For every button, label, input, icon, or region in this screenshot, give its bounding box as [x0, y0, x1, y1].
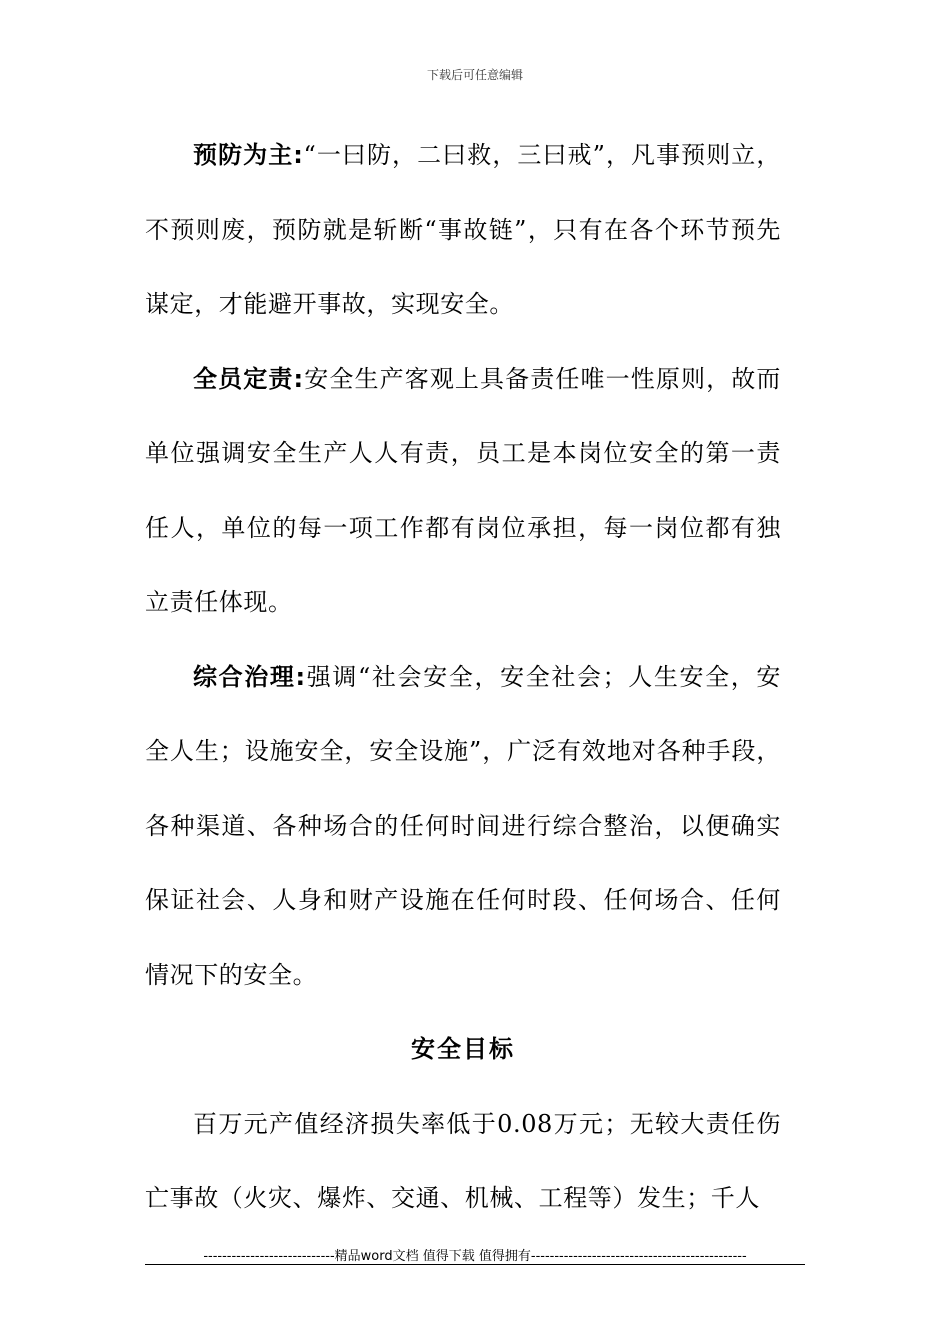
paragraph-safety-goals: 百万元产值经济损失率低于0.08万元；无较大责任伤亡事故（火灾、爆炸、交通、机械、工程等）发生；千人 — [145, 1109, 781, 1212]
paragraph-text: 强调“社会安全，安全社会；人生安全，安全人生；设施安全，安全设施”，广泛有效地对各种手段，各种渠道、各种场合的任何时间进行综合整治，以便确实保证社会、人身和财产设施在任何时段、任何场合、任何情况下的安全。 — [145, 662, 781, 989]
paragraph-prevention — [145, 118, 781, 342]
paragraph-lead: 综合治理: — [193, 662, 306, 691]
paragraph-text: “一曰防，二曰救，三曰戒”，凡事预则立，不预则废，预防就是斩断“事故链”，只有在各个环节预先谋定，才能避开事故，实现安全。 — [145, 141, 781, 318]
document-body — [145, 118, 781, 1236]
paragraph-lead: 预防为主: — [193, 141, 304, 169]
section-title: 安全目标 — [411, 1035, 515, 1063]
page-footer: ----------------------------精品word文档 值得下载 值得拥有---------------------------------------------- — [203, 1249, 747, 1264]
paragraph-governance — [145, 640, 781, 1013]
paragraph-lead: 全员定责: — [193, 364, 304, 393]
footer-divider — [145, 1264, 805, 1265]
page-header: 下载后可任意编辑 — [426, 68, 523, 82]
paragraph-text: 安全生产客观上具备责任唯一性原则，故而单位强调安全生产人人有责，员工是本岗位安全的第一责任人，单位的每一项工作都有岗位承担，每一岗位都有独立责任体现。 — [145, 364, 781, 616]
paragraph-responsibility — [145, 342, 781, 640]
